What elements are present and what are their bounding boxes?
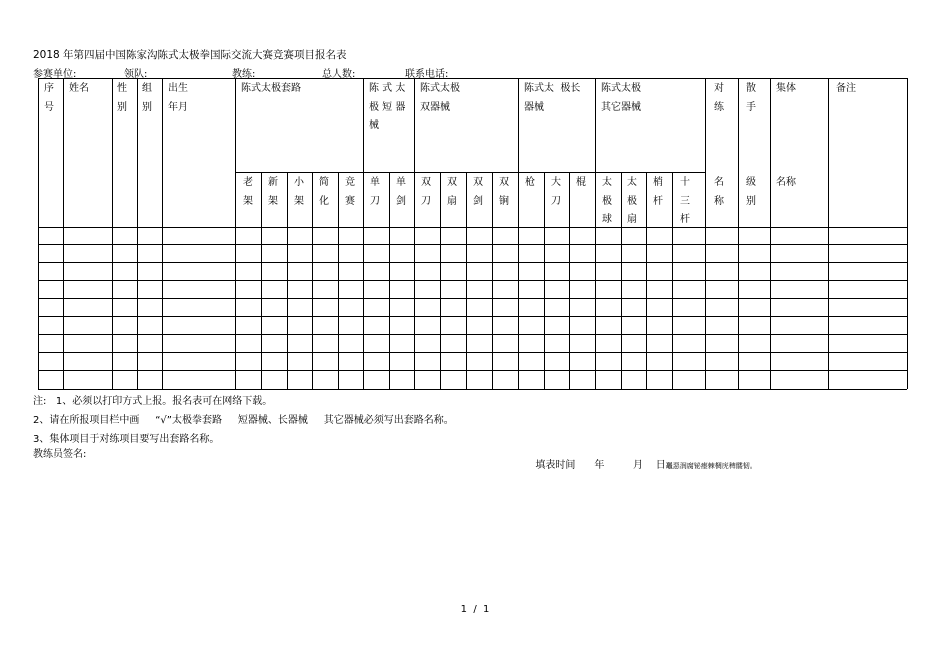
sub-shisangan: 十 三 杆 [680,177,690,225]
sub-collective-name: 名称 [776,177,796,188]
meta-unit: 参赛单位: [33,69,77,80]
sub-taijishan: 太 极 扇 [627,177,637,225]
meta-leader: 领队: [124,69,148,80]
col-group: 组 别 [142,83,152,113]
col-seq: 序 号 [44,83,54,113]
col-remark: 备注 [836,83,856,94]
sub-shuangjian-mace: 双 锏 [499,177,509,207]
sub-laojia: 老 架 [243,177,253,207]
sub-xiaojia: 小 架 [294,177,304,207]
sub-shuangshan: 双 扇 [447,177,457,207]
col-duilian: 对 练 [714,83,724,113]
col-long-weapon: 陈式太 极长 器械 [524,83,581,113]
note-3: 3、集体项目于对练项目要写出套路名称。 [33,434,220,445]
sub-gun: 棍 [576,177,586,188]
col-routine: 陈式太极套路 [241,83,301,94]
col-other-weapon: 陈式太极 其它器械 [601,83,641,113]
sub-jianhua: 简 化 [319,177,329,207]
col-birth: 出生 年月 [168,83,188,113]
sub-jingsai: 竞 赛 [345,177,355,207]
col-short-weapon: 陈 式 太 极 短 器 械 [369,83,406,131]
page-title: 2018 年第四届中国陈家沟陈式太极拳国际交流大赛竞赛项目报名表 [33,49,347,61]
col-double-weapon: 陈式太极 双器械 [420,83,460,113]
sub-xinjia: 新 架 [268,177,278,207]
sub-dadao: 大 刀 [551,177,561,207]
sub-shuangdao: 双 刀 [421,177,431,207]
sub-qiang: 枪 [525,177,535,188]
fill-date: 填表时间 年 月 日鼉惡润腐铋瘗棘椆庑稗髅韧。 [535,460,757,471]
sub-shaogan: 梢 杆 [653,177,663,207]
sub-danjian: 单 剑 [396,177,406,207]
sub-taijiqiu: 太 极 球 [602,177,612,225]
sub-shuangjian: 双 剑 [473,177,483,207]
note-1: 注: 1、必须以打印方式上报。报名表可在网络下载。 [33,396,273,407]
sub-dandao: 单 刀 [370,177,380,207]
col-gender: 性 别 [117,83,127,113]
page-number: 1 / 1 [460,604,490,615]
note-2: 2、请在所报项目栏中画 “√”太极拳套路 短器械、长器械 其它器械必须写出套路名称。 [33,415,454,426]
col-sanshou: 散 手 [746,83,756,113]
sub-mingcheng: 名 称 [714,177,724,207]
meta-phone: 联系电话: [405,69,449,80]
coach-signature: 教练员签名: [33,449,87,460]
col-name: 姓名 [69,83,89,94]
meta-coach: 教练: [232,69,256,80]
col-collective: 集体 [776,83,796,94]
meta-total: 总人数: [322,69,356,80]
sub-jibie: 级 别 [746,177,756,207]
note-tail: 鼉惡润腐铋瘗棘椆庑稗髅韧。 [665,462,757,470]
